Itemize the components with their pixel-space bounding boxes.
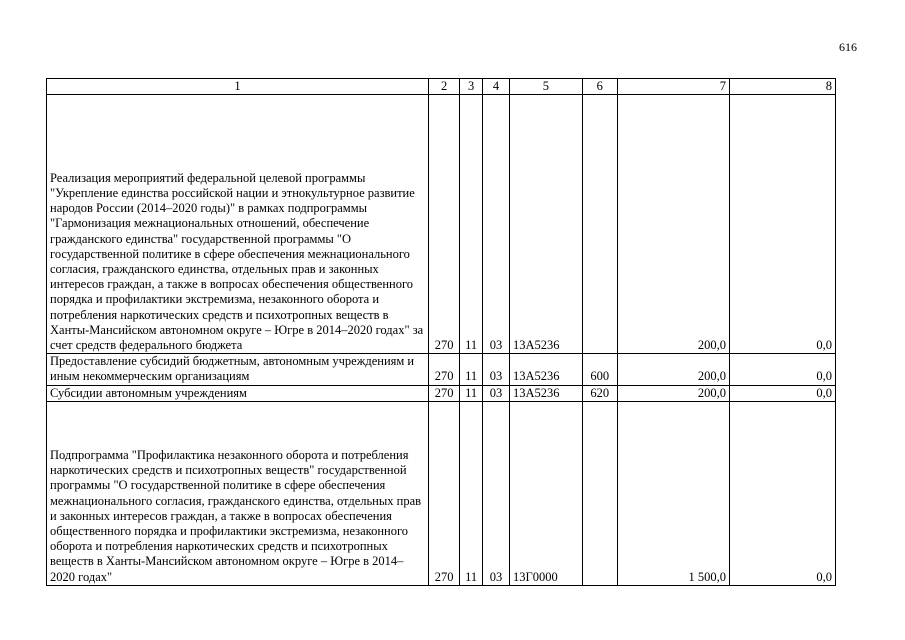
row-name: Субсидии автономным учреждениям — [47, 385, 429, 401]
table-row — [47, 95, 836, 354]
row-name: Подпрограмма "Профилактика незаконного оборота и потребления наркотических средств и психотропных веществ" государственной программы "О государственной политике в сфере обеспечения межнационального согласия, гражданского единства, отдельных прав и законных интересов граждан, а также в вопросах обеспечения общественного порядка и профилактики экстремизма, незаконного оборота и потребления наркотических средств и психотропных веществ в Ханты-Мансийском автономном округе – Югре в 2014–2020 годах" — [47, 401, 429, 585]
column-header-7: 7 — [617, 79, 729, 95]
column-header-2: 2 — [429, 79, 460, 95]
row-cell-2: 270 — [429, 354, 460, 385]
row-cell-3: 11 — [460, 385, 483, 401]
page-number: 616 — [839, 40, 857, 54]
header-row — [47, 79, 836, 95]
row-cell-8: 0,0 — [730, 385, 836, 401]
table-row — [47, 401, 836, 585]
row-cell-6 — [582, 401, 617, 585]
column-header-1: 1 — [47, 79, 429, 95]
row-cell-7: 200,0 — [617, 385, 729, 401]
row-cell-4: 03 — [483, 354, 510, 385]
column-header-6: 6 — [582, 79, 617, 95]
row-cell-5: 13А5236 — [509, 354, 582, 385]
row-cell-3: 11 — [460, 354, 483, 385]
row-name: Реализация мероприятий федеральной целевой программы "Укрепление единства российской нации и этнокультурное развитие народов России (2014–2020 годы)" в рамках подпрограммы "Гармонизация межнациональных отношений, обеспечение гражданского единства" государственной программы "О государственной политике в сфере обеспечения межнационального согласия, гражданского единства, отдельных прав и законных интересов граждан, а также в вопросах обеспечения общественного порядка и профилактики экстремизма, незаконного оборота и потребления наркотических средств и психотропных веществ в Ханты-Мансийском автономном округе – Югре в 2014–2020 годах" за счет средств федерального бюджета — [47, 95, 429, 354]
row-cell-7: 200,0 — [617, 95, 729, 354]
row-cell-4: 03 — [483, 385, 510, 401]
column-header-5: 5 — [509, 79, 582, 95]
row-cell-4: 03 — [483, 401, 510, 585]
row-cell-2: 270 — [429, 401, 460, 585]
row-cell-2: 270 — [429, 95, 460, 354]
column-header-4: 4 — [483, 79, 510, 95]
row-cell-6: 600 — [582, 354, 617, 385]
row-cell-5: 13Г0000 — [509, 401, 582, 585]
row-cell-2: 270 — [429, 385, 460, 401]
row-cell-7: 1 500,0 — [617, 401, 729, 585]
row-cell-3: 11 — [460, 95, 483, 354]
row-cell-7: 200,0 — [617, 354, 729, 385]
row-cell-4: 03 — [483, 95, 510, 354]
row-cell-8: 0,0 — [730, 401, 836, 585]
table-row — [47, 385, 836, 401]
row-cell-3: 11 — [460, 401, 483, 585]
row-cell-8: 0,0 — [730, 354, 836, 385]
column-header-8: 8 — [730, 79, 836, 95]
row-cell-5: 13А5236 — [509, 95, 582, 354]
budget-table — [46, 78, 836, 586]
column-header-3: 3 — [460, 79, 483, 95]
row-cell-6 — [582, 95, 617, 354]
table-row — [47, 354, 836, 385]
row-cell-8: 0,0 — [730, 95, 836, 354]
row-cell-6: 620 — [582, 385, 617, 401]
row-cell-5: 13А5236 — [509, 385, 582, 401]
row-name: Предоставление субсидий бюджетным, автономным учреждениям и иным некоммерческим организациям — [47, 354, 429, 385]
